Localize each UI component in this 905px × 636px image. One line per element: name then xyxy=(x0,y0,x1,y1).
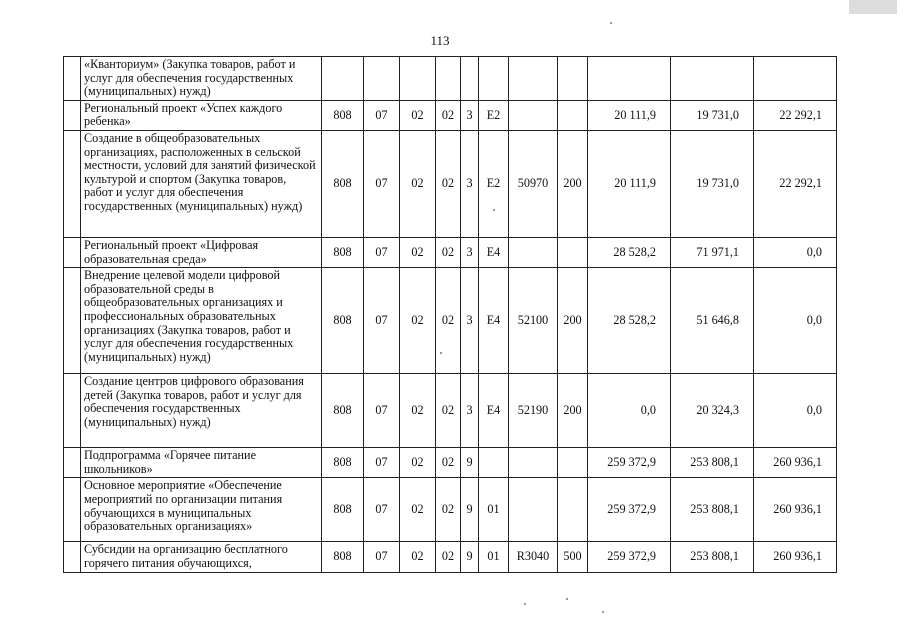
blank-cell xyxy=(64,478,81,542)
subsection-code-cell: 02 xyxy=(400,130,436,237)
subsection-code-cell: 02 xyxy=(400,100,436,130)
project-code-cell: E4 xyxy=(479,268,509,374)
expense-type-cell xyxy=(558,448,588,478)
admin-code-cell: 808 xyxy=(322,478,364,542)
amount-cell: 260 936,1 xyxy=(754,478,837,542)
amount-cell: 20 111,9 xyxy=(588,100,671,130)
amount-cell xyxy=(671,57,754,101)
program-code-cell: 02 xyxy=(436,478,461,542)
amount-cell: 0,0 xyxy=(754,237,837,267)
blank-cell xyxy=(64,57,81,101)
program-code-cell: 02 xyxy=(436,237,461,267)
table-row xyxy=(64,100,837,130)
subsection-code-cell: 02 xyxy=(400,448,436,478)
amount-cell: 28 528,2 xyxy=(588,268,671,374)
row-description: Основное мероприятие «Обеспечение мероприятий по организации питания обучающихся в муниципальных образовательных организациях» xyxy=(81,478,322,542)
amount-cell: 259 372,9 xyxy=(588,542,671,572)
blank-cell xyxy=(64,542,81,572)
row-description: Субсидии на организацию бесплатного горячего питания обучающихся, xyxy=(81,542,322,572)
direction-code-cell: 50970 xyxy=(509,130,558,237)
project-code-cell: E2 xyxy=(479,130,509,237)
direction-code-cell xyxy=(509,478,558,542)
program-code-cell: 02 xyxy=(436,448,461,478)
direction-code-cell xyxy=(509,448,558,478)
amount-cell: 22 292,1 xyxy=(754,130,837,237)
project-code-cell: E2 xyxy=(479,100,509,130)
row-description: Создание в общеобразовательных организациях, расположенных в сельской местности, условий для занятий физической культурой и спортом (Закупка товаров, работ и услуг для обеспечения государственных (муниципальных) нужд) xyxy=(81,130,322,237)
section-code-cell: 07 xyxy=(364,268,400,374)
project-code-cell: E4 xyxy=(479,374,509,448)
direction-code-cell: 52190 xyxy=(509,374,558,448)
direction-code-cell: 52100 xyxy=(509,268,558,374)
program-code-cell: 02 xyxy=(436,268,461,374)
admin-code-cell: 808 xyxy=(322,237,364,267)
amount-cell xyxy=(754,57,837,101)
blank-cell xyxy=(64,237,81,267)
subsection-code-cell: 02 xyxy=(400,542,436,572)
amount-cell: 0,0 xyxy=(754,268,837,374)
section-code-cell: 07 xyxy=(364,542,400,572)
subprogram-code-cell: 3 xyxy=(461,268,479,374)
amount-cell: 20 324,3 xyxy=(671,374,754,448)
scan-speck xyxy=(566,598,568,600)
program-code-cell xyxy=(436,57,461,101)
program-code-cell: 02 xyxy=(436,130,461,237)
amount-cell: 28 528,2 xyxy=(588,237,671,267)
expense-type-cell: 200 xyxy=(558,374,588,448)
program-code-cell: 02 xyxy=(436,374,461,448)
subprogram-code-cell: 3 xyxy=(461,374,479,448)
admin-code-cell: 808 xyxy=(322,100,364,130)
table-row xyxy=(64,448,837,478)
amount-cell: 253 808,1 xyxy=(671,478,754,542)
amount-cell: 19 731,0 xyxy=(671,100,754,130)
admin-code-cell: 808 xyxy=(322,448,364,478)
blank-cell xyxy=(64,448,81,478)
subprogram-code-cell: 9 xyxy=(461,448,479,478)
scan-speck xyxy=(602,611,604,613)
expense-type-cell: 200 xyxy=(558,130,588,237)
project-code-cell: E4 xyxy=(479,237,509,267)
admin-code-cell: 808 xyxy=(322,130,364,237)
row-description: «Кванториум» (Закупка товаров, работ и услуг для обеспечения государственных (муниципальных) нужд) xyxy=(81,57,322,101)
section-code-cell: 07 xyxy=(364,100,400,130)
admin-code-cell: 808 xyxy=(322,542,364,572)
amount-cell: 253 808,1 xyxy=(671,448,754,478)
expense-type-cell xyxy=(558,237,588,267)
amount-cell: 0,0 xyxy=(588,374,671,448)
subprogram-code-cell xyxy=(461,57,479,101)
table-row xyxy=(64,478,837,542)
subprogram-code-cell: 3 xyxy=(461,130,479,237)
table-row xyxy=(64,542,837,572)
subprogram-code-cell: 3 xyxy=(461,237,479,267)
expense-type-cell xyxy=(558,57,588,101)
program-code-cell: 02 xyxy=(436,100,461,130)
section-code-cell: 07 xyxy=(364,237,400,267)
row-description: Внедрение целевой модели цифровой образовательной среды в общеобразовательных организациях и профессиональных образовательных организациях (Закупка товаров, работ и услуг для обеспечения государственных (муниципальных) нужд) xyxy=(81,268,322,374)
amount-cell: 260 936,1 xyxy=(754,448,837,478)
scan-corner-mark xyxy=(849,0,897,14)
amount-cell: 253 808,1 xyxy=(671,542,754,572)
expense-type-cell: 500 xyxy=(558,542,588,572)
blank-cell xyxy=(64,130,81,237)
subprogram-code-cell: 9 xyxy=(461,478,479,542)
table-row xyxy=(64,374,837,448)
table-row xyxy=(64,130,837,237)
blank-cell xyxy=(64,268,81,374)
project-code-cell: 01 xyxy=(479,478,509,542)
table-body xyxy=(64,57,837,573)
amount-cell: 51 646,8 xyxy=(671,268,754,374)
row-description: Подпрограмма «Горячее питание школьников» xyxy=(81,448,322,478)
section-code-cell: 07 xyxy=(364,478,400,542)
blank-cell xyxy=(64,374,81,448)
subsection-code-cell: 02 xyxy=(400,237,436,267)
amount-cell: 22 292,1 xyxy=(754,100,837,130)
direction-code-cell xyxy=(509,237,558,267)
expense-type-cell: 200 xyxy=(558,268,588,374)
expense-type-cell xyxy=(558,100,588,130)
amount-cell: 260 936,1 xyxy=(754,542,837,572)
project-code-cell xyxy=(479,57,509,101)
direction-code-cell xyxy=(509,100,558,130)
admin-code-cell xyxy=(322,57,364,101)
scan-speck xyxy=(610,22,612,24)
admin-code-cell: 808 xyxy=(322,268,364,374)
scan-speck xyxy=(524,603,526,605)
project-code-cell xyxy=(479,448,509,478)
subprogram-code-cell: 9 xyxy=(461,542,479,572)
table-row xyxy=(64,57,837,101)
amount-cell: 259 372,9 xyxy=(588,448,671,478)
admin-code-cell: 808 xyxy=(322,374,364,448)
amount-cell: 20 111,9 xyxy=(588,130,671,237)
blank-cell xyxy=(64,100,81,130)
subsection-code-cell: 02 xyxy=(400,374,436,448)
section-code-cell xyxy=(364,57,400,101)
scan-speck xyxy=(493,209,495,211)
amount-cell: 19 731,0 xyxy=(671,130,754,237)
subprogram-code-cell: 3 xyxy=(461,100,479,130)
expense-type-cell xyxy=(558,478,588,542)
table-row xyxy=(64,268,837,374)
section-code-cell: 07 xyxy=(364,374,400,448)
section-code-cell: 07 xyxy=(364,448,400,478)
row-description: Региональный проект «Успех каждого ребенка» xyxy=(81,100,322,130)
amount-cell: 259 372,9 xyxy=(588,478,671,542)
direction-code-cell: R3040 xyxy=(509,542,558,572)
row-description: Региональный проект «Цифровая образовательная среда» xyxy=(81,237,322,267)
scan-speck xyxy=(440,352,442,354)
section-code-cell: 07 xyxy=(364,130,400,237)
page-number: 113 xyxy=(430,33,450,48)
amount-cell: 71 971,1 xyxy=(671,237,754,267)
subsection-code-cell: 02 xyxy=(400,478,436,542)
direction-code-cell xyxy=(509,57,558,101)
project-code-cell: 01 xyxy=(479,542,509,572)
subsection-code-cell xyxy=(400,57,436,101)
program-code-cell: 02 xyxy=(436,542,461,572)
subsection-code-cell: 02 xyxy=(400,268,436,374)
amount-cell: 0,0 xyxy=(754,374,837,448)
amount-cell xyxy=(588,57,671,101)
budget-table xyxy=(63,56,837,573)
row-description: Создание центров цифрового образования детей (Закупка товаров, работ и услуг для обеспечения государственных (муниципальных) нужд) xyxy=(81,374,322,448)
table-row xyxy=(64,237,837,267)
